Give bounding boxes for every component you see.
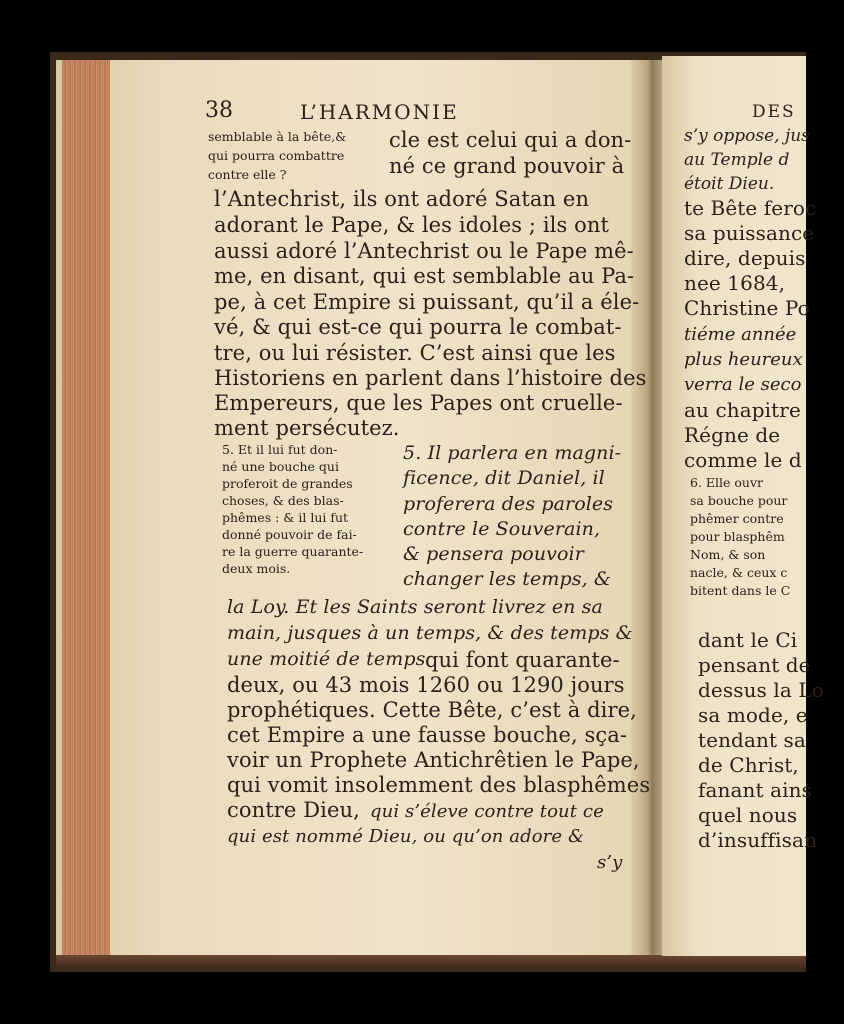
right-line: Christine Po <box>684 296 810 320</box>
right-line: plus heureux <box>684 349 803 370</box>
text-line: aussi adoré l’Antechrist ou le Pape mê- <box>214 239 634 263</box>
margin-note-5: re la guerre quarante- <box>222 544 364 559</box>
text-line: qui font quarante- <box>425 648 620 672</box>
bottom-cover-edge <box>56 955 806 969</box>
text-line: adorant le Pape, & les idoles ; ils ont <box>214 213 610 237</box>
margin-note-6: 6. Elle ouvr <box>690 475 764 490</box>
margin-note-5: proferoit de grandes <box>222 476 353 491</box>
margin-note-line: semblable à la bête,& <box>208 129 347 144</box>
right-line: tiéme année <box>684 324 797 345</box>
running-head: L’HARMONIE <box>300 100 459 124</box>
margin-note-line: contre elle ? <box>208 167 287 182</box>
right-line: sa mode, e <box>698 703 808 727</box>
right-line: de Christ, <box>698 753 799 777</box>
catchword: s’y <box>597 852 623 873</box>
text-line: tre, ou lui résister. C’est ainsi que les <box>214 341 616 365</box>
para-5-line: contre le Souverain, <box>403 518 601 540</box>
page-edges <box>62 60 110 960</box>
right-line: au chapitre <box>684 398 801 422</box>
margin-note-5: donné pouvoir de fai- <box>222 527 357 542</box>
margin-note-6: bitent dans le C <box>690 583 791 598</box>
margin-note-5: phêmes : & il lui fut <box>222 510 349 525</box>
right-line: s’y oppose, jus <box>684 126 810 146</box>
right-line: te Bête feroc <box>684 196 817 220</box>
text-line: me, en disant, qui est semblable au Pa- <box>214 264 635 288</box>
right-line: au Temple d <box>684 150 790 170</box>
margin-note-5: deux mois. <box>222 561 291 576</box>
right-line: Régne de <box>684 423 781 447</box>
para-5-line: & pensera pouvoir <box>403 543 584 565</box>
margin-note-line: qui pourra combattre <box>208 148 345 163</box>
margin-note-6: phêmer contre <box>690 511 784 526</box>
right-line: fanant ains <box>698 778 812 802</box>
text-line: pe, à cet Empire si puissant, qu’il a éle- <box>214 290 640 314</box>
right-line: d’insuffisan <box>698 828 818 852</box>
text-line: ment persécutez. <box>214 416 400 440</box>
para-5-line: ficence, dit Daniel, il <box>403 467 605 489</box>
para-5-line: 5. Il parlera en magni- <box>403 442 622 464</box>
text-line: né ce grand pouvoir à <box>389 154 625 178</box>
margin-note-6: Nom, & son <box>690 547 766 562</box>
text-line: prophétiques. Cette Bête, c’est à dire, <box>227 698 637 722</box>
running-head-right: DES <box>752 102 796 122</box>
tail-italic-line: main, jusques à un temps, & des temps & <box>227 622 633 644</box>
right-line: dant le Ci <box>698 628 798 652</box>
para-5-line: proferera des paroles <box>403 493 614 515</box>
right-line: comme le d <box>684 448 802 472</box>
right-line: nee 1684, <box>684 271 786 295</box>
right-page <box>662 56 824 956</box>
margin-note-5: 5. Et il lui fut don- <box>222 442 338 457</box>
margin-note-6: sa bouche pour <box>690 493 788 508</box>
text-line: voir un Prophete Antichrêtien le Pape, <box>227 748 640 772</box>
text-line: deux, ou 43 mois 1260 ou 1290 jours <box>227 673 625 697</box>
margin-note-5: choses, & des blas- <box>222 493 344 508</box>
margin-note-6: pour blasphêm <box>690 529 785 544</box>
text-line: cet Empire a une fausse bouche, sça- <box>227 723 628 747</box>
tail-italic-line: la Loy. Et les Saints seront livrez en sa <box>227 596 603 618</box>
right-line: dessus la Lo <box>698 678 824 702</box>
text-line: Historiens en parlent dans l’histoire des <box>214 366 647 390</box>
text-line: cle est celui qui a don- <box>389 128 632 152</box>
tail-italic-line: qui est nommé Dieu, ou qu’on adore & <box>227 826 585 847</box>
para-5-line: changer les temps, & <box>403 568 611 590</box>
tail-italic-line: une moitié de temps <box>227 648 426 670</box>
text-line: qui vomit insolemment des blasphêmes <box>227 773 651 797</box>
text-line: contre Dieu, <box>227 798 360 822</box>
margin-note-5: né une bouche qui <box>222 459 339 474</box>
right-line: tendant sa <box>698 728 806 752</box>
tail-italic-line: qui s’éleve contre tout ce <box>370 801 604 822</box>
text-line: l’Antechrist, ils ont adoré Satan en <box>214 187 590 211</box>
right-line: pensant de <box>698 653 811 677</box>
text-line: Empereurs, que les Papes ont cruelle- <box>214 391 623 415</box>
right-line: étoit Dieu. <box>684 174 775 194</box>
right-line: sa puissance <box>684 221 815 245</box>
right-line: quel nous <box>698 803 798 827</box>
margin-note-6: nacle, & ceux c <box>690 565 788 580</box>
page-number: 38 <box>205 98 233 123</box>
text-line: vé, & qui est-ce qui pourra le combat- <box>214 315 622 339</box>
right-line: dire, depuis <box>684 246 806 270</box>
right-line: verra le seco <box>684 374 802 395</box>
